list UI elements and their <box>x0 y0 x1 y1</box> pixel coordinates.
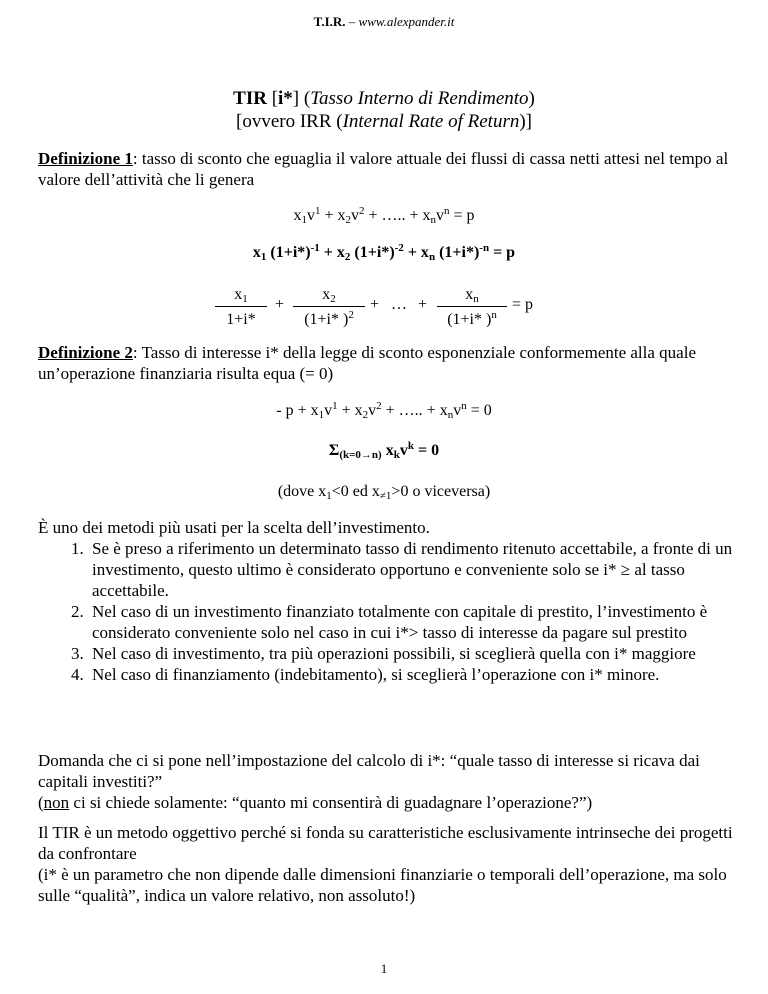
fraction-2 <box>293 284 365 330</box>
question-non: non <box>43 793 70 812</box>
ellipsis: … <box>391 296 407 313</box>
formula-sigma: $\Sigma_{(k=0\to n)}$ $x_kv^k = 0$ <box>328 440 440 461</box>
question-note: (non ci si chiede solamente: “quanto mi consentirà di guadagnare l’operazione?”) <box>38 793 593 812</box>
list-item: 4. Nel caso di finanziamento (indebitamento), si sceglierà l’operazione con i* minore. <box>88 664 738 685</box>
equals-p: = p <box>512 296 534 313</box>
question-line: Domanda che ci si pone nell’impostazione del calcolo di i*: “quale tasso di interesse si ricava dai capitali investiti?” <box>38 751 700 791</box>
definition-1 <box>38 148 738 190</box>
definition-2 <box>38 342 738 384</box>
page-number: 1 <box>380 961 388 976</box>
fraction-n-numerator: $x_n$ <box>437 284 507 307</box>
fraction-1 <box>215 284 267 330</box>
plus-1: + <box>275 296 285 313</box>
title-symbol: i* <box>278 88 293 109</box>
fraction-2-numerator: $x_2$ <box>293 284 365 307</box>
definition-2-label: Definizione 2 <box>38 343 133 362</box>
question-rest: ci si chiede solamente: “quanto mi consentirà di guadagnare l’operazione?”) <box>69 793 593 812</box>
header-dash: – <box>348 14 356 29</box>
definition-1-text: : tasso di sconto che eguaglia il valore attuale dei flussi di cassa netti attesi nel tempo al valore dell’attività che li genera <box>38 149 729 189</box>
objective-paragraph <box>38 822 738 906</box>
methods-intro: È uno dei metodi più usati per la scelta dell’investimento. <box>38 518 430 537</box>
fraction-2-denominator: (1+i* )$^2$ <box>304 309 354 328</box>
page-header <box>0 14 768 30</box>
formula-fractions <box>0 282 768 332</box>
objective-line-2: (i* è un parametro che non dipende dalle dimensioni finanziarie o temporali dell’operazione, ma solo sulle “qualità”, indica un valore relativo, non assoluto!) <box>38 865 727 905</box>
fraction-1-numerator: $x_1$ <box>215 284 267 307</box>
objective-line-1: Il TIR è un metodo oggettivo perché si fonda su caratteristiche esclusivamente intrinseche dei progetti da confrontare <box>38 823 733 863</box>
fraction-n-denominator: (1+i* )$^n$ <box>447 309 497 328</box>
title-tir: TIR <box>233 88 267 109</box>
page-subtitle: [ovvero IRR (Internal Rate of Return)] <box>235 111 533 132</box>
note-sign: (dove $x_1<0$ ed $x_{\ne 1}>0$ o viceversa) <box>277 483 491 502</box>
fraction-1-denominator: 1+i* <box>226 311 256 328</box>
methods-list <box>38 538 738 685</box>
title-tasso: Tasso Interno di Rendimento <box>310 88 529 109</box>
question-paragraph <box>38 750 738 813</box>
formula-sum-v: $x_1v^1 + x_2v^2$ + ….. + $x_nv^n = p$ <box>293 205 475 226</box>
list-item: 2. Nel caso di un investimento finanziato totalmente con capitale di prestito, l’investimento è considerato conveniente solo nel caso in cui i*> tasso di interesse da pagare sul prestito <box>88 601 738 643</box>
formula-equity: - $p + x_1v^1 + x_2v^2$ + ….. + $x_nv^n = 0$ <box>276 400 492 421</box>
list-item: 1. Se è preso a riferimento un determinato tasso di rendimento ritenuto accettabile, a fronte di un investimento, questo ultimo è considerato opportuno e conveniente solo se i* ≥ al tasso accettabile. <box>88 538 738 601</box>
header-tir: T.I.R. <box>313 14 346 29</box>
formula-sum-rate: $x_1$ $(1+i*)^{-1} + x_2$ $(1+i*)^{-2} + x_n$ $(1+i*)^{-n} = p$ <box>252 242 516 263</box>
title-irr: Internal Rate of Return <box>342 111 520 132</box>
header-site: www.alexpander.it <box>358 14 455 29</box>
list-item: 3. Nel caso di investimento, tra più operazioni possibili, si sceglierà quella con i* maggiore <box>88 643 738 664</box>
page-title: TIR [i*] (Tasso Interno di Rendimento) <box>233 88 535 109</box>
plus-2: + <box>370 296 380 313</box>
title-ovvero: ovvero IRR <box>242 111 332 132</box>
plus-3: + <box>418 296 428 313</box>
methods-section <box>38 517 738 685</box>
definition-1-label: Definizione 1 <box>38 149 133 168</box>
definition-2-text: : Tasso di interesse i* della legge di sconto esponenziale conformemente alla quale un’operazione finanziaria risulta equa (= 0) <box>38 343 696 383</box>
fraction-n <box>437 284 507 330</box>
